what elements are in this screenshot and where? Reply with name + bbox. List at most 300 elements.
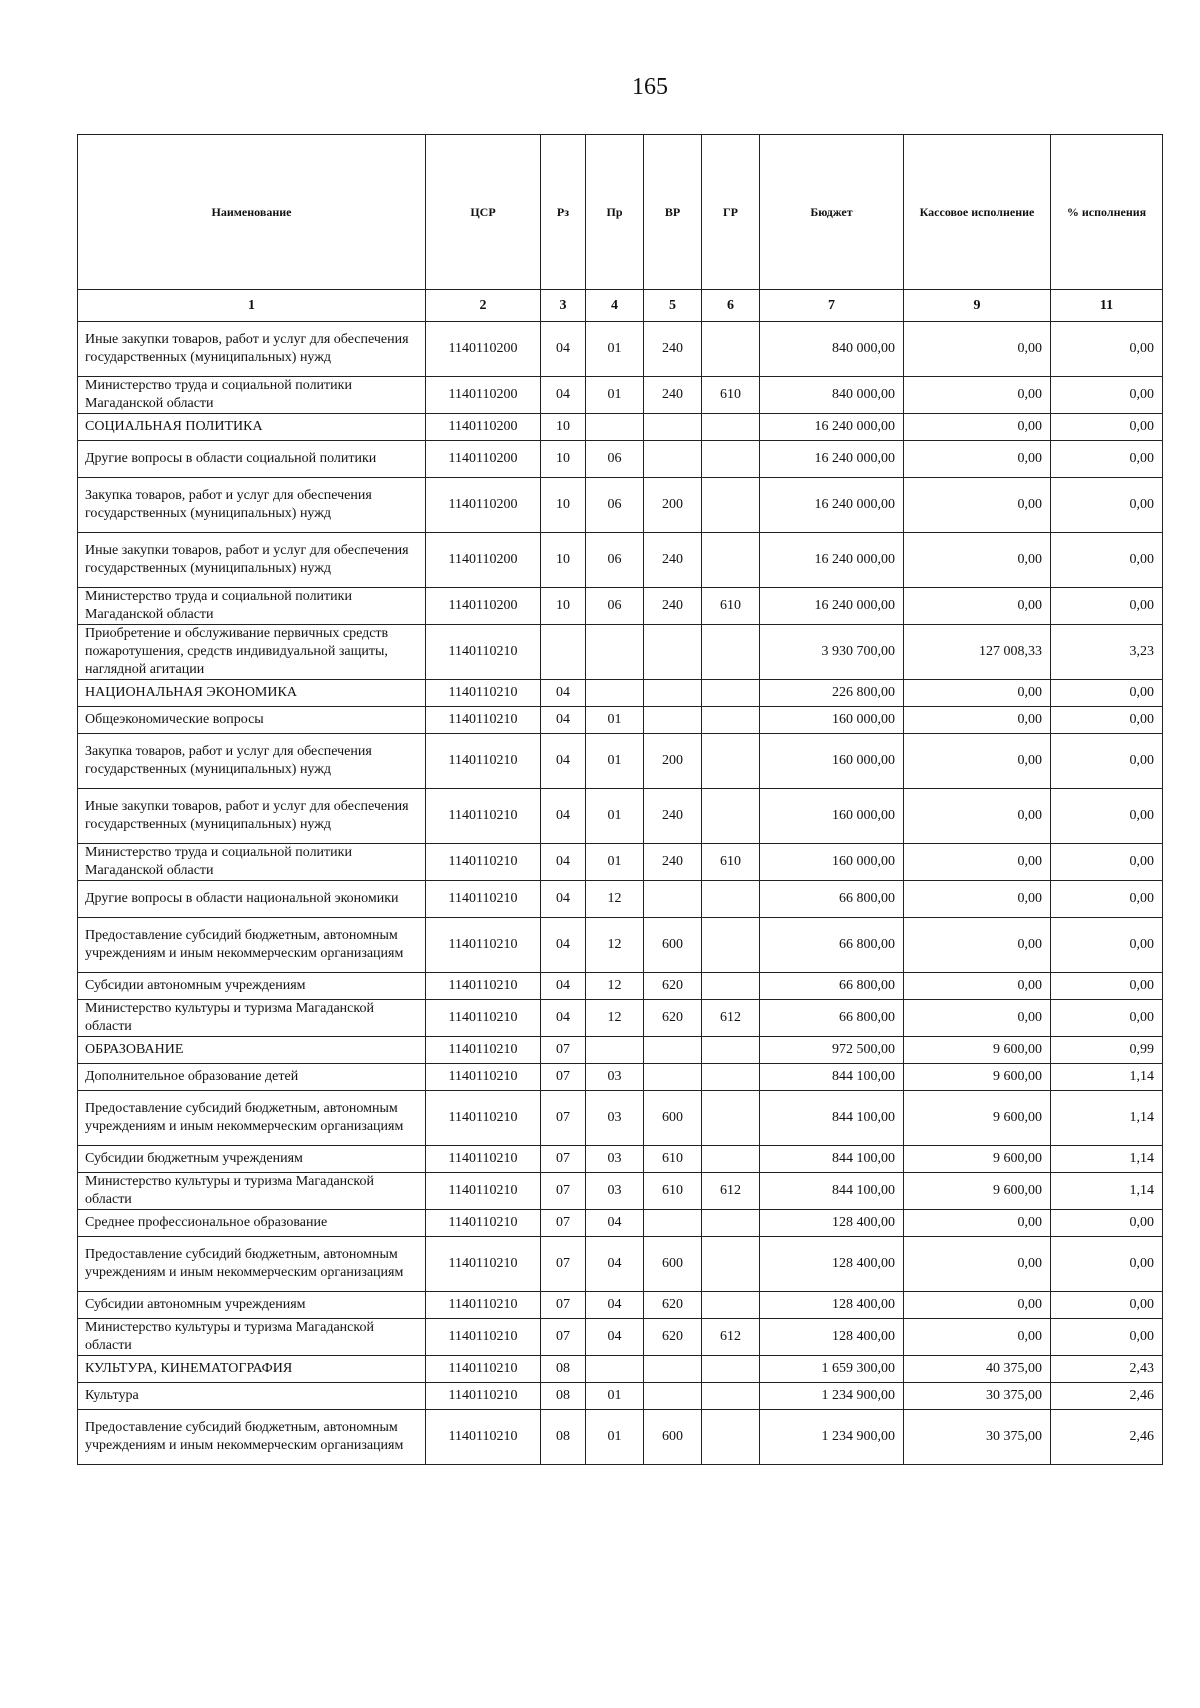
row-budget: 66 800,00 xyxy=(760,1000,904,1037)
row-vr: 620 xyxy=(644,1319,702,1356)
row-name: Министерство труда и социальной политики Магаданской области xyxy=(78,588,426,625)
column-number: 11 xyxy=(1051,290,1163,322)
row-pr: 12 xyxy=(586,973,644,1000)
row-budget: 844 100,00 xyxy=(760,1064,904,1091)
row-execution-percent: 1,14 xyxy=(1051,1173,1163,1210)
row-gr xyxy=(702,1292,760,1319)
row-csr: 1140110200 xyxy=(426,478,541,533)
row-name: Министерство культуры и туризма Магаданской области xyxy=(78,1173,426,1210)
row-execution-percent: 0,00 xyxy=(1051,1000,1163,1037)
row-gr xyxy=(702,1383,760,1410)
row-rz: 04 xyxy=(541,680,586,707)
row-name: Субсидии автономным учреждениям xyxy=(78,973,426,1000)
row-execution-percent: 0,00 xyxy=(1051,441,1163,478)
row-budget: 840 000,00 xyxy=(760,322,904,377)
table-row xyxy=(78,918,1163,973)
row-gr xyxy=(702,1210,760,1237)
row-vr xyxy=(644,625,702,680)
row-execution-percent: 3,23 xyxy=(1051,625,1163,680)
column-number: 3 xyxy=(541,290,586,322)
row-budget: 16 240 000,00 xyxy=(760,478,904,533)
row-vr: 240 xyxy=(644,789,702,844)
row-pr: 04 xyxy=(586,1237,644,1292)
row-rz: 07 xyxy=(541,1210,586,1237)
row-csr: 1140110210 xyxy=(426,789,541,844)
row-name: Дополнительное образование детей xyxy=(78,1064,426,1091)
row-vr: 600 xyxy=(644,1410,702,1465)
row-rz: 04 xyxy=(541,881,586,918)
row-budget: 226 800,00 xyxy=(760,680,904,707)
row-cash-execution: 0,00 xyxy=(904,1000,1051,1037)
header-budget: Бюджет xyxy=(760,135,904,290)
row-execution-percent: 2,46 xyxy=(1051,1383,1163,1410)
table-row xyxy=(78,1091,1163,1146)
row-csr: 1140110210 xyxy=(426,1356,541,1383)
row-csr: 1140110200 xyxy=(426,441,541,478)
row-execution-percent: 0,00 xyxy=(1051,322,1163,377)
row-rz: 07 xyxy=(541,1146,586,1173)
table-row xyxy=(78,789,1163,844)
row-pr xyxy=(586,414,644,441)
row-vr: 610 xyxy=(644,1146,702,1173)
row-gr xyxy=(702,707,760,734)
row-vr: 240 xyxy=(644,533,702,588)
row-budget: 16 240 000,00 xyxy=(760,441,904,478)
row-pr: 04 xyxy=(586,1319,644,1356)
row-name: Предоставление субсидий бюджетным, автономным учреждениям и иным некоммерческим организациям xyxy=(78,918,426,973)
row-rz: 07 xyxy=(541,1037,586,1064)
row-cash-execution: 0,00 xyxy=(904,1237,1051,1292)
row-pr: 01 xyxy=(586,1410,644,1465)
row-pr: 06 xyxy=(586,588,644,625)
row-gr: 612 xyxy=(702,1319,760,1356)
row-csr: 1140110210 xyxy=(426,707,541,734)
column-number-row xyxy=(78,290,1163,322)
row-budget: 1 659 300,00 xyxy=(760,1356,904,1383)
row-budget: 160 000,00 xyxy=(760,707,904,734)
table-row xyxy=(78,478,1163,533)
row-rz: 07 xyxy=(541,1237,586,1292)
row-gr xyxy=(702,625,760,680)
row-gr xyxy=(702,918,760,973)
row-csr: 1140110210 xyxy=(426,881,541,918)
row-rz: 08 xyxy=(541,1410,586,1465)
row-rz: 04 xyxy=(541,377,586,414)
row-vr: 600 xyxy=(644,1091,702,1146)
row-csr: 1140110210 xyxy=(426,1000,541,1037)
row-budget: 160 000,00 xyxy=(760,844,904,881)
row-vr: 240 xyxy=(644,844,702,881)
row-cash-execution: 0,00 xyxy=(904,973,1051,1000)
row-cash-execution: 0,00 xyxy=(904,789,1051,844)
row-csr: 1140110210 xyxy=(426,918,541,973)
row-vr xyxy=(644,680,702,707)
row-execution-percent: 0,00 xyxy=(1051,973,1163,1000)
row-rz: 07 xyxy=(541,1091,586,1146)
row-name: Общеэкономические вопросы xyxy=(78,707,426,734)
row-name: Министерство труда и социальной политики Магаданской области xyxy=(78,377,426,414)
row-rz: 10 xyxy=(541,533,586,588)
row-vr: 600 xyxy=(644,1237,702,1292)
row-vr: 620 xyxy=(644,1292,702,1319)
row-cash-execution: 0,00 xyxy=(904,680,1051,707)
row-pr xyxy=(586,1356,644,1383)
row-cash-execution: 30 375,00 xyxy=(904,1410,1051,1465)
table-row xyxy=(78,1410,1163,1465)
column-number: 9 xyxy=(904,290,1051,322)
row-gr xyxy=(702,1146,760,1173)
row-execution-percent: 2,46 xyxy=(1051,1410,1163,1465)
row-csr: 1140110200 xyxy=(426,377,541,414)
row-cash-execution: 40 375,00 xyxy=(904,1356,1051,1383)
row-gr xyxy=(702,1410,760,1465)
table-row xyxy=(78,1037,1163,1064)
table-row xyxy=(78,734,1163,789)
row-vr: 240 xyxy=(644,322,702,377)
row-cash-execution: 0,00 xyxy=(904,1210,1051,1237)
header-execution-percent: % исполнения xyxy=(1051,135,1163,290)
row-cash-execution: 9 600,00 xyxy=(904,1064,1051,1091)
table-row xyxy=(78,844,1163,881)
row-name: Предоставление субсидий бюджетным, автономным учреждениям и иным некоммерческим организациям xyxy=(78,1237,426,1292)
row-gr: 612 xyxy=(702,1000,760,1037)
row-vr: 200 xyxy=(644,734,702,789)
row-budget: 66 800,00 xyxy=(760,918,904,973)
row-name: Иные закупки товаров, работ и услуг для обеспечения государственных (муниципальных) нужд xyxy=(78,789,426,844)
row-budget: 16 240 000,00 xyxy=(760,588,904,625)
row-vr: 610 xyxy=(644,1173,702,1210)
row-csr: 1140110210 xyxy=(426,1064,541,1091)
row-execution-percent: 0,00 xyxy=(1051,1210,1163,1237)
row-budget: 844 100,00 xyxy=(760,1173,904,1210)
row-pr: 04 xyxy=(586,1210,644,1237)
row-budget: 3 930 700,00 xyxy=(760,625,904,680)
column-number: 7 xyxy=(760,290,904,322)
row-vr xyxy=(644,707,702,734)
row-pr: 06 xyxy=(586,533,644,588)
row-csr: 1140110210 xyxy=(426,1091,541,1146)
row-gr xyxy=(702,1091,760,1146)
table-row xyxy=(78,1383,1163,1410)
row-rz: 07 xyxy=(541,1319,586,1356)
row-execution-percent: 1,14 xyxy=(1051,1064,1163,1091)
table-row xyxy=(78,1173,1163,1210)
row-vr xyxy=(644,881,702,918)
row-name: Министерство труда и социальной политики Магаданской области xyxy=(78,844,426,881)
row-rz: 04 xyxy=(541,707,586,734)
row-execution-percent: 0,00 xyxy=(1051,588,1163,625)
row-budget: 844 100,00 xyxy=(760,1091,904,1146)
row-rz xyxy=(541,625,586,680)
row-csr: 1140110200 xyxy=(426,588,541,625)
row-gr: 610 xyxy=(702,844,760,881)
row-cash-execution: 9 600,00 xyxy=(904,1037,1051,1064)
row-pr xyxy=(586,680,644,707)
row-pr: 06 xyxy=(586,478,644,533)
row-vr: 600 xyxy=(644,918,702,973)
row-execution-percent: 0,00 xyxy=(1051,844,1163,881)
row-pr: 03 xyxy=(586,1173,644,1210)
row-cash-execution: 9 600,00 xyxy=(904,1173,1051,1210)
row-cash-execution: 0,00 xyxy=(904,918,1051,973)
row-rz: 07 xyxy=(541,1292,586,1319)
row-pr: 01 xyxy=(586,707,644,734)
row-gr: 610 xyxy=(702,377,760,414)
row-name: Министерство культуры и туризма Магаданской области xyxy=(78,1319,426,1356)
header-rz: Рз xyxy=(541,135,586,290)
row-budget: 128 400,00 xyxy=(760,1292,904,1319)
row-rz: 10 xyxy=(541,588,586,625)
table-row xyxy=(78,1292,1163,1319)
column-number: 1 xyxy=(78,290,426,322)
row-cash-execution: 0,00 xyxy=(904,1319,1051,1356)
row-vr: 620 xyxy=(644,1000,702,1037)
page-number: 165 xyxy=(632,74,668,100)
row-vr: 240 xyxy=(644,588,702,625)
row-cash-execution: 0,00 xyxy=(904,414,1051,441)
column-number: 2 xyxy=(426,290,541,322)
row-execution-percent: 0,00 xyxy=(1051,881,1163,918)
table-row xyxy=(78,707,1163,734)
row-gr xyxy=(702,1064,760,1091)
row-execution-percent: 0,00 xyxy=(1051,1292,1163,1319)
row-csr: 1140110210 xyxy=(426,973,541,1000)
row-rz: 08 xyxy=(541,1383,586,1410)
row-execution-percent: 1,14 xyxy=(1051,1146,1163,1173)
row-rz: 04 xyxy=(541,844,586,881)
row-pr: 06 xyxy=(586,441,644,478)
table-row xyxy=(78,377,1163,414)
row-pr: 01 xyxy=(586,1383,644,1410)
table-row xyxy=(78,588,1163,625)
row-rz: 07 xyxy=(541,1173,586,1210)
row-vr xyxy=(644,441,702,478)
row-execution-percent: 0,00 xyxy=(1051,1237,1163,1292)
row-budget: 16 240 000,00 xyxy=(760,414,904,441)
row-budget: 128 400,00 xyxy=(760,1237,904,1292)
table-row xyxy=(78,1356,1163,1383)
row-vr: 620 xyxy=(644,973,702,1000)
row-gr xyxy=(702,1356,760,1383)
row-name: Иные закупки товаров, работ и услуг для обеспечения государственных (муниципальных) нужд xyxy=(78,533,426,588)
table-row xyxy=(78,1064,1163,1091)
table-row xyxy=(78,1319,1163,1356)
row-cash-execution: 0,00 xyxy=(904,881,1051,918)
row-gr xyxy=(702,680,760,707)
row-vr xyxy=(644,1037,702,1064)
row-vr xyxy=(644,1383,702,1410)
row-name: НАЦИОНАЛЬНАЯ ЭКОНОМИКА xyxy=(78,680,426,707)
row-pr: 03 xyxy=(586,1091,644,1146)
row-execution-percent: 0,00 xyxy=(1051,680,1163,707)
row-cash-execution: 0,00 xyxy=(904,441,1051,478)
row-pr: 01 xyxy=(586,322,644,377)
row-gr: 612 xyxy=(702,1173,760,1210)
row-gr xyxy=(702,789,760,844)
row-csr: 1140110210 xyxy=(426,1210,541,1237)
row-rz: 10 xyxy=(541,414,586,441)
row-name: СОЦИАЛЬНАЯ ПОЛИТИКА xyxy=(78,414,426,441)
row-execution-percent: 0,00 xyxy=(1051,377,1163,414)
row-pr xyxy=(586,625,644,680)
row-execution-percent: 0,00 xyxy=(1051,734,1163,789)
row-name: ОБРАЗОВАНИЕ xyxy=(78,1037,426,1064)
row-csr: 1140110210 xyxy=(426,1410,541,1465)
table-row xyxy=(78,973,1163,1000)
table-row xyxy=(78,625,1163,680)
header-cash-execution: Кассовое исполнение xyxy=(904,135,1051,290)
row-name: Закупка товаров, работ и услуг для обеспечения государственных (муниципальных) нужд xyxy=(78,478,426,533)
row-cash-execution: 0,00 xyxy=(904,734,1051,789)
row-pr: 01 xyxy=(586,734,644,789)
row-cash-execution: 0,00 xyxy=(904,533,1051,588)
header-row xyxy=(78,135,1163,290)
row-csr: 1140110210 xyxy=(426,1319,541,1356)
row-pr: 01 xyxy=(586,844,644,881)
row-gr xyxy=(702,322,760,377)
row-cash-execution: 0,00 xyxy=(904,1292,1051,1319)
table-row xyxy=(78,1146,1163,1173)
row-name: Субсидии автономным учреждениям xyxy=(78,1292,426,1319)
row-pr: 12 xyxy=(586,1000,644,1037)
row-rz: 10 xyxy=(541,441,586,478)
row-gr: 610 xyxy=(702,588,760,625)
row-rz: 04 xyxy=(541,1000,586,1037)
row-rz: 07 xyxy=(541,1064,586,1091)
row-csr: 1140110210 xyxy=(426,680,541,707)
row-vr xyxy=(644,414,702,441)
column-number: 6 xyxy=(702,290,760,322)
row-csr: 1140110210 xyxy=(426,1146,541,1173)
row-rz: 04 xyxy=(541,734,586,789)
row-cash-execution: 0,00 xyxy=(904,588,1051,625)
row-budget: 1 234 900,00 xyxy=(760,1383,904,1410)
row-gr xyxy=(702,734,760,789)
row-name: Другие вопросы в области национальной экономики xyxy=(78,881,426,918)
row-cash-execution: 0,00 xyxy=(904,377,1051,414)
row-budget: 972 500,00 xyxy=(760,1037,904,1064)
row-pr: 04 xyxy=(586,1292,644,1319)
row-name: КУЛЬТУРА, КИНЕМАТОГРАФИЯ xyxy=(78,1356,426,1383)
table-row xyxy=(78,441,1163,478)
row-execution-percent: 0,00 xyxy=(1051,414,1163,441)
row-rz: 10 xyxy=(541,478,586,533)
row-csr: 1140110200 xyxy=(426,322,541,377)
row-gr xyxy=(702,441,760,478)
table-row xyxy=(78,1237,1163,1292)
row-pr: 12 xyxy=(586,918,644,973)
table-row xyxy=(78,881,1163,918)
row-budget: 844 100,00 xyxy=(760,1146,904,1173)
row-csr: 1140110210 xyxy=(426,625,541,680)
row-gr xyxy=(702,1037,760,1064)
row-gr xyxy=(702,881,760,918)
row-budget: 160 000,00 xyxy=(760,734,904,789)
row-name: Министерство культуры и туризма Магаданской области xyxy=(78,1000,426,1037)
row-execution-percent: 0,99 xyxy=(1051,1037,1163,1064)
row-rz: 04 xyxy=(541,322,586,377)
row-csr: 1140110210 xyxy=(426,1173,541,1210)
table-row xyxy=(78,533,1163,588)
header-gr: ГР xyxy=(702,135,760,290)
row-budget: 160 000,00 xyxy=(760,789,904,844)
row-csr: 1140110210 xyxy=(426,1237,541,1292)
row-budget: 16 240 000,00 xyxy=(760,533,904,588)
row-pr: 01 xyxy=(586,377,644,414)
row-pr xyxy=(586,1037,644,1064)
row-name: Закупка товаров, работ и услуг для обеспечения государственных (муниципальных) нужд xyxy=(78,734,426,789)
row-csr: 1140110210 xyxy=(426,734,541,789)
table-body xyxy=(78,322,1163,1465)
row-csr: 1140110210 xyxy=(426,1383,541,1410)
row-name: Приобретение и обслуживание первичных средств пожаротушения, средств индивидуальной защиты, наглядной агитации xyxy=(78,625,426,680)
row-cash-execution: 9 600,00 xyxy=(904,1146,1051,1173)
column-number: 4 xyxy=(586,290,644,322)
row-budget: 66 800,00 xyxy=(760,881,904,918)
budget-execution-table xyxy=(77,134,1163,1465)
row-execution-percent: 0,00 xyxy=(1051,789,1163,844)
row-cash-execution: 0,00 xyxy=(904,322,1051,377)
row-cash-execution: 0,00 xyxy=(904,478,1051,533)
header-csr: ЦСР xyxy=(426,135,541,290)
row-csr: 1140110210 xyxy=(426,1037,541,1064)
row-pr: 01 xyxy=(586,789,644,844)
row-execution-percent: 0,00 xyxy=(1051,533,1163,588)
row-rz: 04 xyxy=(541,789,586,844)
row-gr xyxy=(702,1237,760,1292)
row-pr: 03 xyxy=(586,1064,644,1091)
row-gr xyxy=(702,533,760,588)
row-name: Другие вопросы в области социальной политики xyxy=(78,441,426,478)
row-vr: 240 xyxy=(644,377,702,414)
row-cash-execution: 9 600,00 xyxy=(904,1091,1051,1146)
row-cash-execution: 30 375,00 xyxy=(904,1383,1051,1410)
row-execution-percent: 2,43 xyxy=(1051,1356,1163,1383)
row-vr xyxy=(644,1210,702,1237)
row-vr: 200 xyxy=(644,478,702,533)
header-pr: Пр xyxy=(586,135,644,290)
table-row xyxy=(78,414,1163,441)
row-csr: 1140110210 xyxy=(426,844,541,881)
table-row xyxy=(78,1210,1163,1237)
row-execution-percent: 0,00 xyxy=(1051,1319,1163,1356)
row-cash-execution: 0,00 xyxy=(904,707,1051,734)
row-rz: 04 xyxy=(541,973,586,1000)
row-name: Предоставление субсидий бюджетным, автономным учреждениям и иным некоммерческим организациям xyxy=(78,1091,426,1146)
row-rz: 08 xyxy=(541,1356,586,1383)
row-csr: 1140110210 xyxy=(426,1292,541,1319)
row-budget: 128 400,00 xyxy=(760,1210,904,1237)
row-name: Среднее профессиональное образование xyxy=(78,1210,426,1237)
row-budget: 840 000,00 xyxy=(760,377,904,414)
row-pr: 12 xyxy=(586,881,644,918)
row-execution-percent: 0,00 xyxy=(1051,707,1163,734)
table-row xyxy=(78,322,1163,377)
row-name: Субсидии бюджетным учреждениям xyxy=(78,1146,426,1173)
row-gr xyxy=(702,478,760,533)
row-cash-execution: 0,00 xyxy=(904,844,1051,881)
row-rz: 04 xyxy=(541,918,586,973)
row-pr: 03 xyxy=(586,1146,644,1173)
row-budget: 1 234 900,00 xyxy=(760,1410,904,1465)
row-name: Культура xyxy=(78,1383,426,1410)
row-name: Иные закупки товаров, работ и услуг для обеспечения государственных (муниципальных) нужд xyxy=(78,322,426,377)
table-row xyxy=(78,680,1163,707)
row-csr: 1140110200 xyxy=(426,533,541,588)
row-budget: 128 400,00 xyxy=(760,1319,904,1356)
header-vr: ВР xyxy=(644,135,702,290)
row-name: Предоставление субсидий бюджетным, автономным учреждениям и иным некоммерческим организациям xyxy=(78,1410,426,1465)
